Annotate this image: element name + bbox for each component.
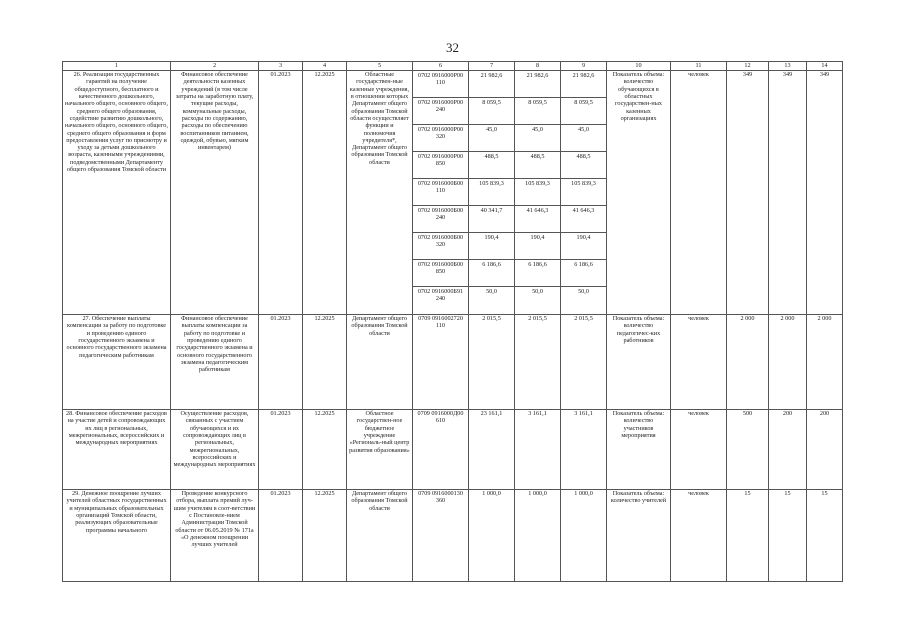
amount-2024: 50,0 <box>532 288 543 295</box>
amount-2025: 1 000,0 <box>561 490 607 582</box>
indicator-2023: 2 000 <box>727 315 769 410</box>
amount-2025: 2 015,5 <box>561 315 607 410</box>
start-date: 01.2023 <box>259 71 303 315</box>
executor: Областное государствен-ное бюджетное учреждение «Региональ-ный центр развития образования» <box>347 410 413 490</box>
amount-2023: 2 015,5 <box>469 315 515 410</box>
end-date: 12.2025 <box>303 71 347 315</box>
amount-2024: 21 982,6 <box>515 71 560 98</box>
executor: Департамент общего образования Томской области <box>347 490 413 582</box>
end-date: 12.2025 <box>303 490 347 582</box>
activity-description: Осуществление расходов, связанных с участием обучающихся и их сопровождающих лиц в региональных, межрегиональных, всероссийских и международных мероприятиях <box>171 410 259 490</box>
budget-code: 0702 0916000Б91 240 <box>417 288 464 303</box>
executor: Департамент общего образования Томской области <box>347 315 413 410</box>
column-header: 4 <box>303 62 347 71</box>
measure-description: 28. Финансовое обеспечение расходов на участие детей и сопровождающих их лиц в региональных, межрегиональных, всероссийских и международных мероприятиях <box>63 410 171 490</box>
budget-code: 0702 0916000Р00 320 <box>413 125 468 152</box>
amount-2024: 41 646,3 <box>515 206 560 233</box>
column-header: 9 <box>561 62 607 71</box>
indicator: Показатель объема: количество педагогичес-ких работников <box>607 315 671 410</box>
column-header: 14 <box>807 62 843 71</box>
column-header: 6 <box>413 62 469 71</box>
indicator-2024: 200 <box>769 410 807 490</box>
amount-2023: 8 059,5 <box>469 98 514 125</box>
amount-2024: 1 000,0 <box>515 490 561 582</box>
column-header: 11 <box>671 62 727 71</box>
amount-2023-stack <box>469 71 515 315</box>
amount-2023: 21 982,6 <box>469 71 514 98</box>
amount-2025: 488,5 <box>561 152 606 179</box>
amount-2024: 3 161,1 <box>515 410 561 490</box>
activity-description: Финансовое обеспечение деятельности казенных учреждений (в том числе затраты на заработную плату, текущие расходы, коммунальные расходы, расходы по содержанию, расходы по обеспечению воспитанников питанием, одеждой, обувью, мягким инвентарем) <box>171 71 259 315</box>
budget-table <box>62 61 843 582</box>
table-row-29 <box>63 490 843 582</box>
unit: человек <box>671 490 727 582</box>
amount-2023: 190,4 <box>469 233 514 260</box>
indicator-2023: 500 <box>727 410 769 490</box>
budget-code: 0702 0916000Р00 110 <box>413 71 468 98</box>
end-date: 12.2025 <box>303 410 347 490</box>
amount-2025: 3 161,1 <box>561 410 607 490</box>
amount-2024: 8 059,5 <box>515 98 560 125</box>
amount-2024: 190,4 <box>515 233 560 260</box>
start-date: 01.2023 <box>259 315 303 410</box>
column-header: 12 <box>727 62 769 71</box>
end-date: 12.2025 <box>303 315 347 410</box>
amount-2025-stack <box>561 71 607 315</box>
indicator-2025: 349 <box>807 71 843 315</box>
amount-2024: 2 015,5 <box>515 315 561 410</box>
column-header: 13 <box>769 62 807 71</box>
budget-code: 0702 0916000Р00 240 <box>413 98 468 125</box>
amount-2023: 1 000,0 <box>469 490 515 582</box>
column-header: 8 <box>515 62 561 71</box>
amount-2025: 190,4 <box>561 233 606 260</box>
amount-2025: 45,0 <box>561 125 606 152</box>
amount-2024: 488,5 <box>515 152 560 179</box>
indicator-2024: 15 <box>769 490 807 582</box>
start-date: 01.2023 <box>259 410 303 490</box>
amount-2023: 45,0 <box>469 125 514 152</box>
budget-code: 0702 0916000Б00 850 <box>413 260 468 287</box>
column-header: 3 <box>259 62 303 71</box>
budget-code: 0702 0916000Б00 110 <box>413 179 468 206</box>
amount-2024: 105 839,3 <box>515 179 560 206</box>
column-header: 7 <box>469 62 515 71</box>
executor: Областные государствен-ные казенные учреждения, в отношении которых Департамент общего образования Томской области осуществляет функции и полномочия учредителя*, Департамент общего образования Томской области <box>347 71 413 315</box>
indicator-2024: 2 000 <box>769 315 807 410</box>
unit: человек <box>671 315 727 410</box>
indicator-2023: 349 <box>727 71 769 315</box>
amount-2025: 50,0 <box>578 288 589 295</box>
table-row-28 <box>63 410 843 490</box>
amount-2025: 6 186,6 <box>561 260 606 287</box>
activity-description: Финансовое обеспечение выплаты компенсации за работу по подготовке и проведению единого государственного экзамена и основного государственного экзамена педагогическим работникам <box>171 315 259 410</box>
indicator: Показатель объема: количество учителей <box>607 490 671 582</box>
amount-2023: 23 161,1 <box>469 410 515 490</box>
indicator-2024: 349 <box>769 71 807 315</box>
amount-2025: 8 059,5 <box>561 98 606 125</box>
indicator-2025: 15 <box>807 490 843 582</box>
measure-description: 27. Обеспечение выплаты компенсации за работу по подготовке и проведению единого государственного экзамена и основного государственного экзамена педагогическим работникам <box>63 315 171 410</box>
amount-2023: 488,5 <box>469 152 514 179</box>
amount-2023: 105 839,3 <box>469 179 514 206</box>
budget-code: 0702 0916000Б00 240 <box>413 206 468 233</box>
amount-2023: 6 186,6 <box>469 260 514 287</box>
budget-code: 0702 0916000Б00 320 <box>413 233 468 260</box>
amount-2024: 6 186,6 <box>515 260 560 287</box>
column-header: 10 <box>607 62 671 71</box>
amount-2025: 105 839,3 <box>561 179 606 206</box>
budget-code: 0709 0916000130 360 <box>413 490 469 582</box>
unit: человек <box>671 71 727 315</box>
amount-2025: 41 646,3 <box>561 206 606 233</box>
amount-2025: 21 982,6 <box>561 71 606 98</box>
amount-2024-stack <box>515 71 561 315</box>
budget-code: 0709 0916000Д00 610 <box>413 410 469 490</box>
column-header: 2 <box>171 62 259 71</box>
budget-code: 0702 0916000Р00 850 <box>413 152 468 179</box>
budget-code-stack <box>413 71 469 315</box>
column-header: 1 <box>63 62 171 71</box>
table-row-26 <box>63 71 843 315</box>
amount-2023: 40 341,7 <box>469 206 514 233</box>
amount-2023: 50,0 <box>486 288 497 295</box>
indicator: Показатель объема: количество обучающихся в областных государствен-ных казенных организациях <box>607 71 671 315</box>
amount-2024: 45,0 <box>515 125 560 152</box>
page-number: 32 <box>446 40 459 55</box>
measure-description: 29. Денежное поощрение лучших учителей областных государственных и муниципальных образовательных организаций Томской области, реализующих образовательные программы начального <box>63 490 171 582</box>
measure-description: 26. Реализация государственных гарантий на получение общедоступного, бесплатного и качественного дошкольного, начального общего, основного общего, среднего общего образования, содействие развитию дошкольного, начального общего, основного общего, среднего общего образования и форм предоставления услуг по присмотру и уходу за детьми дошкольного возраста, казенными учреждениями, подведомственными Департаменту общего образования Томской области <box>63 71 171 315</box>
indicator-2025: 200 <box>807 410 843 490</box>
unit: человек <box>671 410 727 490</box>
table-row-27 <box>63 315 843 410</box>
start-date: 01.2023 <box>259 490 303 582</box>
column-header: 5 <box>347 62 413 71</box>
budget-code: 0709 0916002720 110 <box>413 315 469 410</box>
indicator: Показатель объема: количество участников мероприятия <box>607 410 671 490</box>
column-number-row <box>63 62 843 71</box>
indicator-2025: 2 000 <box>807 315 843 410</box>
indicator-2023: 15 <box>727 490 769 582</box>
activity-description: Проведение конкурсного отбора, выплата премий луч-шим учителям в соот-ветствии с Постановле-нием Администрации Томской области от 06.05.2019 № 171а «О денежном поощрении лучших учителей <box>171 490 259 582</box>
